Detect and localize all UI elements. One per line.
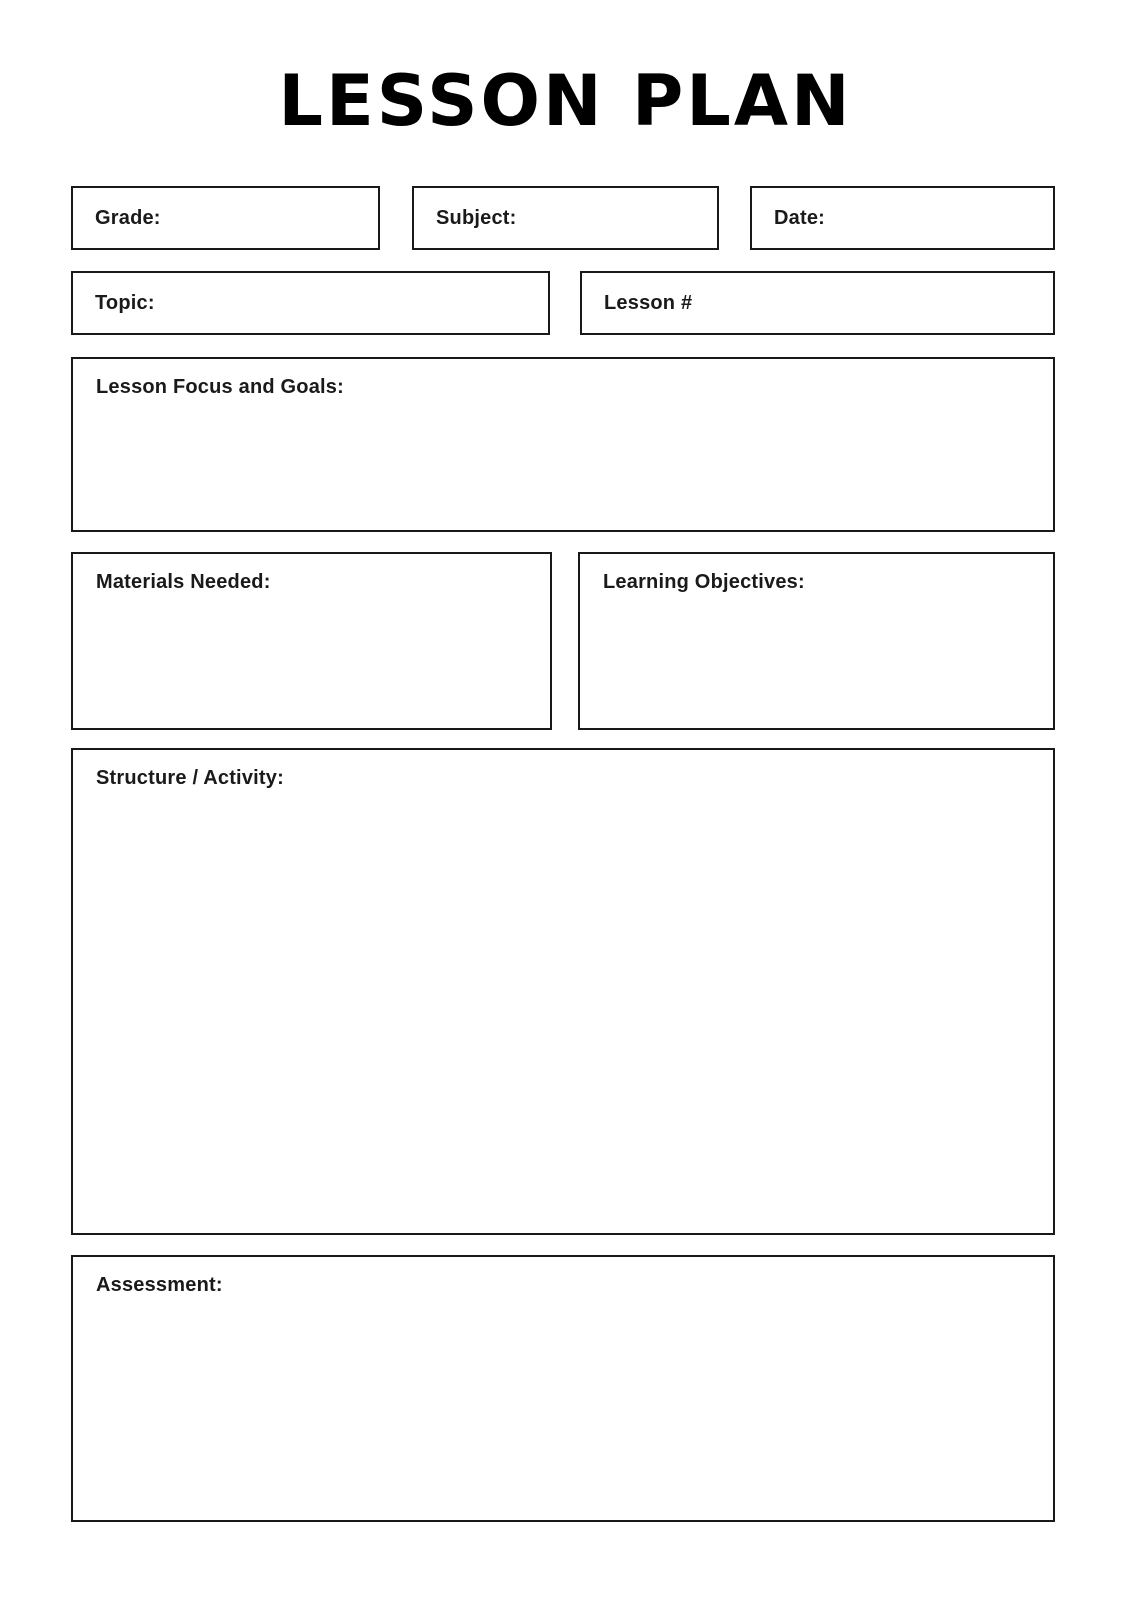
- topic-label: Topic:: [95, 291, 155, 314]
- lesson-number-label: Lesson #: [604, 291, 693, 314]
- materials-needed-field[interactable]: [71, 552, 552, 730]
- learning-objectives-field[interactable]: [578, 552, 1055, 730]
- materials-needed-label: Materials Needed:: [96, 571, 271, 593]
- structure-activity-field[interactable]: [71, 748, 1055, 1235]
- date-field[interactable]: [750, 186, 1055, 250]
- lesson-focus-and-goals-field[interactable]: [71, 357, 1055, 532]
- topic-field[interactable]: [71, 271, 550, 335]
- assessment-label: Assessment:: [96, 1274, 223, 1296]
- lesson-number-field[interactable]: [580, 271, 1055, 335]
- learning-objectives-label: Learning Objectives:: [603, 571, 805, 593]
- date-label: Date:: [774, 206, 826, 229]
- subject-label: Subject:: [436, 206, 517, 229]
- grade-field[interactable]: [71, 186, 380, 250]
- lesson-focus-and-goals-label: Lesson Focus and Goals:: [96, 376, 344, 398]
- page-title: LESSON PLAN: [278, 60, 853, 142]
- subject-field[interactable]: [412, 186, 719, 250]
- assessment-field[interactable]: [71, 1255, 1055, 1522]
- structure-activity-label: Structure / Activity:: [96, 767, 284, 789]
- grade-label: Grade:: [95, 206, 161, 229]
